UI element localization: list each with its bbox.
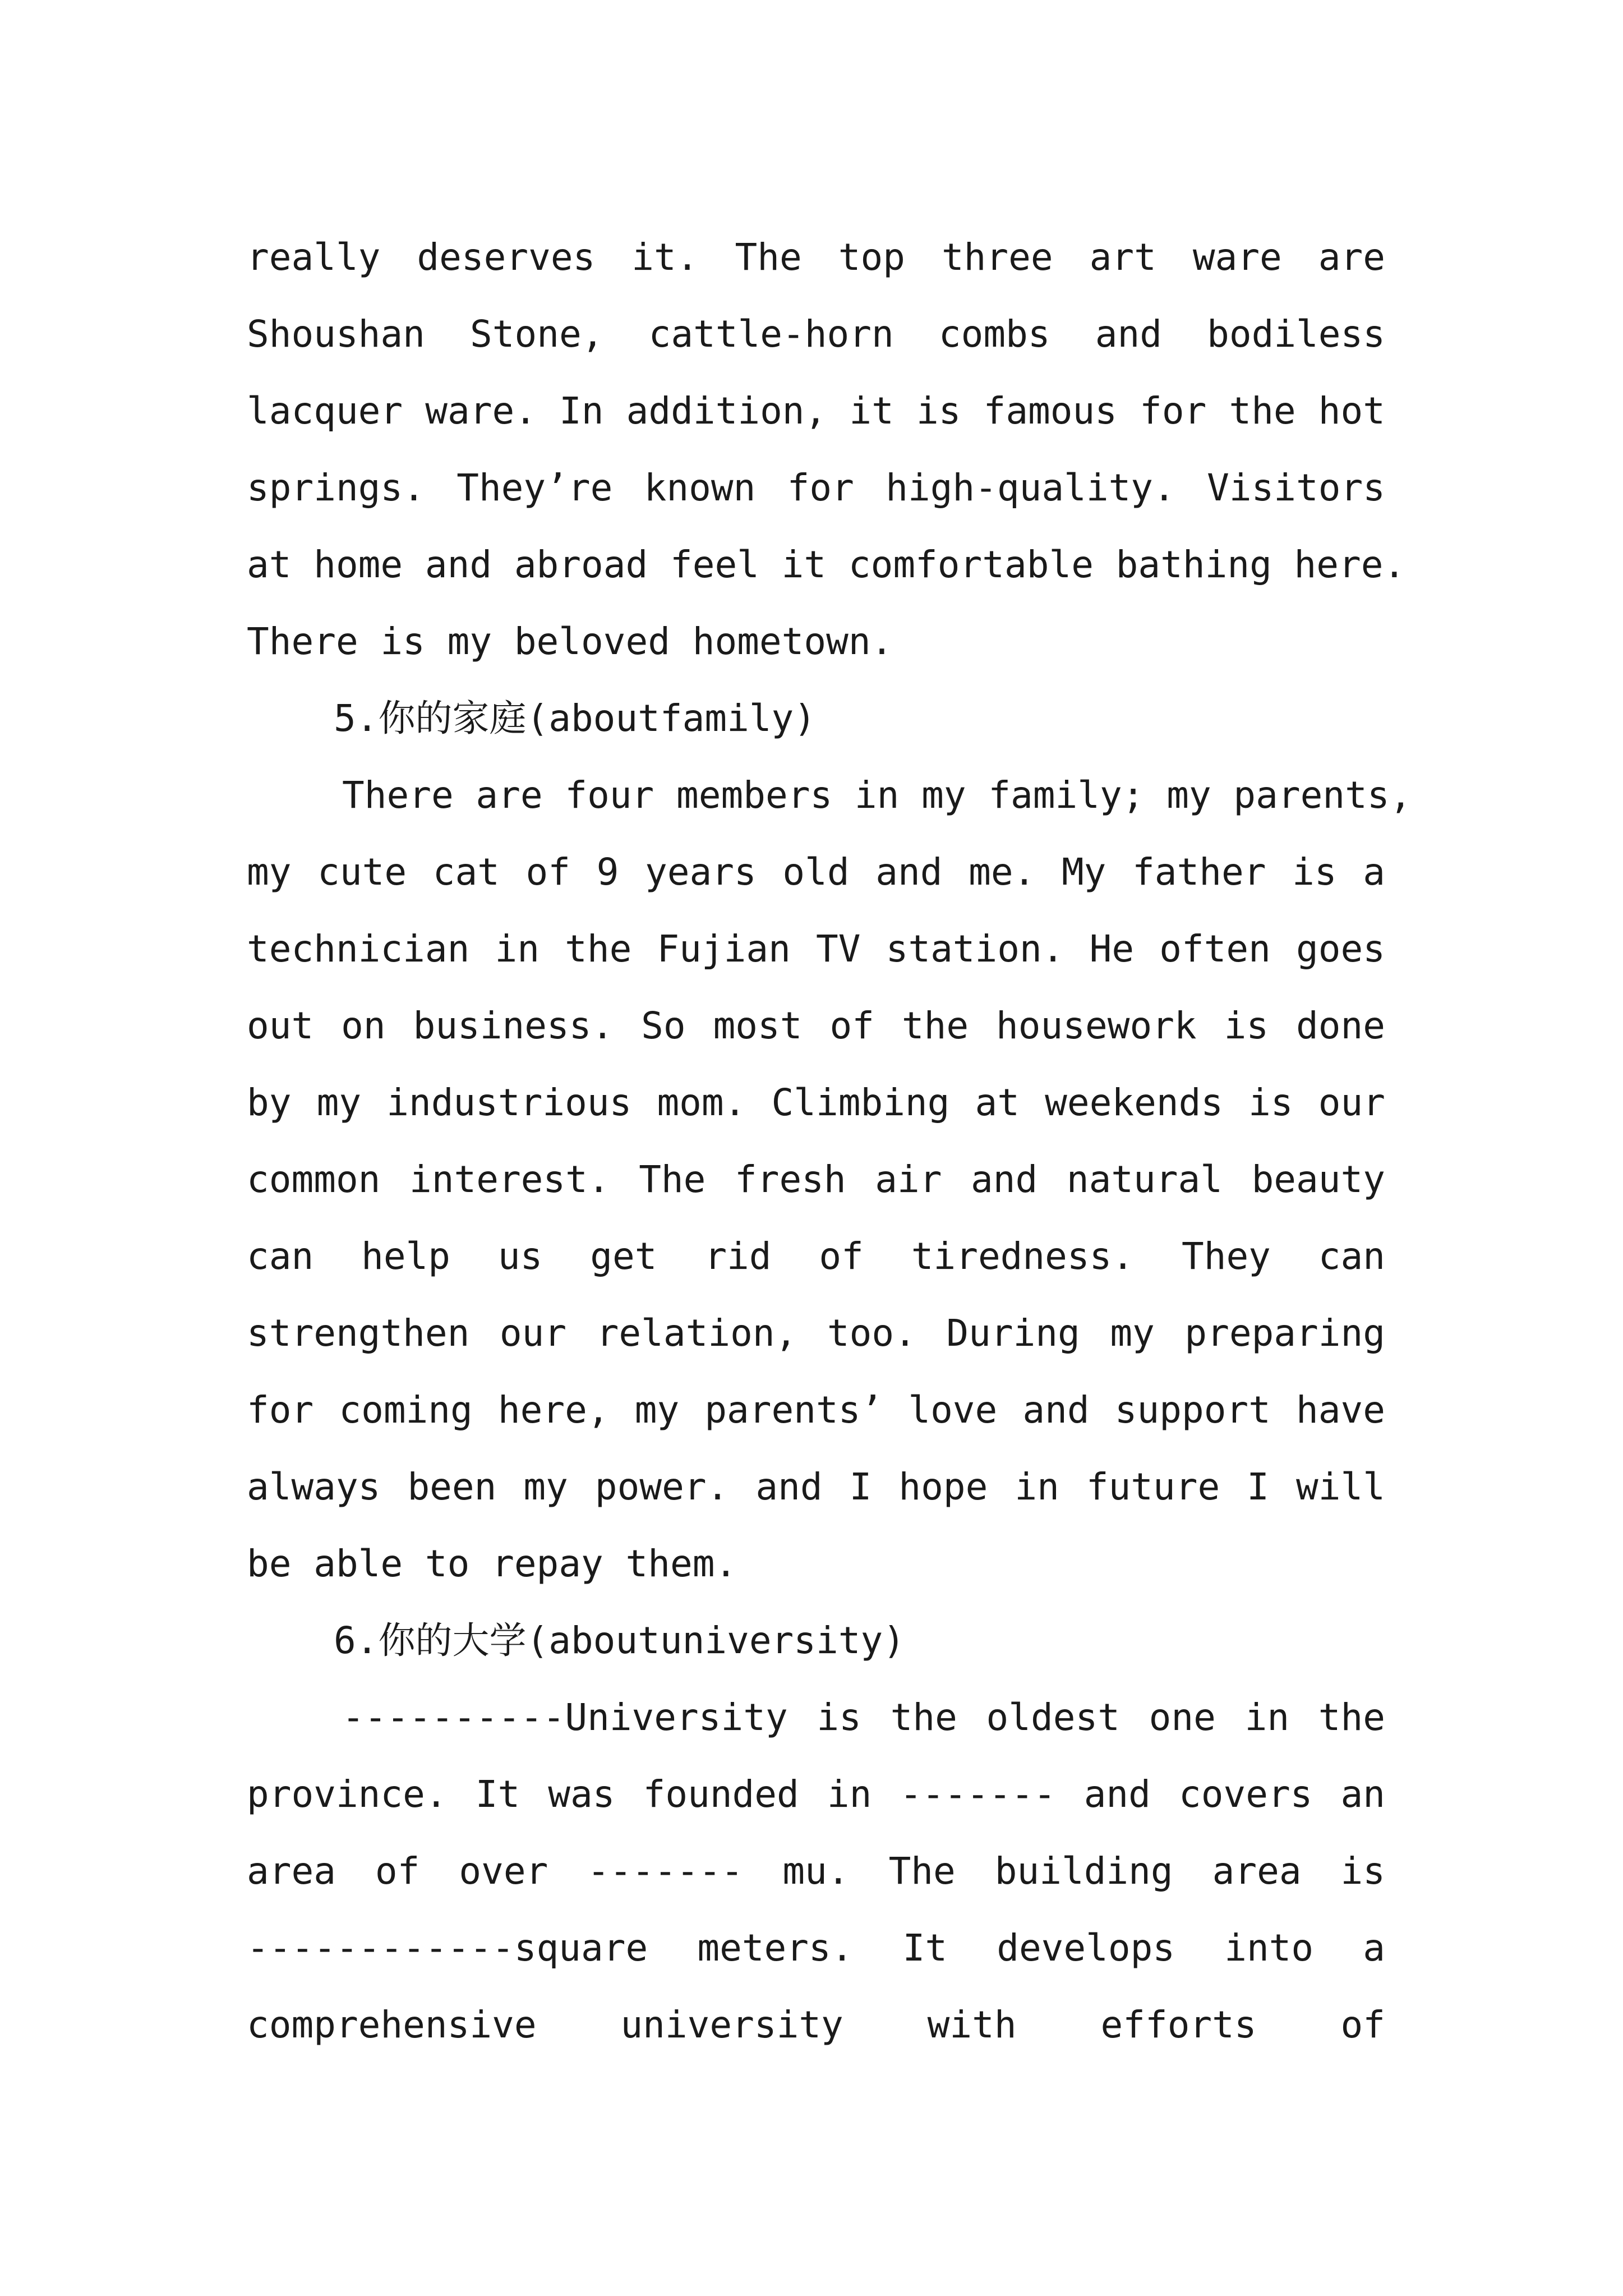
text-line: strengthen our relation, too. During my preparing (247, 1312, 1385, 1355)
text-line: area of over ------- mu. The building area is (247, 1849, 1385, 1893)
text-line: out on business. So most of the housework is done (247, 1004, 1385, 1047)
text-line: ------------square meters. It develops into a (247, 1926, 1385, 1970)
section-heading-family: 5.你的家庭(aboutfamily) (334, 697, 817, 740)
text-line: There are four members in my family; my parents, (342, 774, 1412, 817)
text-line: be able to repay them. (247, 1542, 737, 1585)
text-line: Shoushan Stone, cattle-horn combs and bodiless (247, 312, 1385, 356)
text-line: my cute cat of 9 years old and me. My father is a (247, 850, 1385, 894)
text-line: common interest. The fresh air and natural beauty (247, 1158, 1385, 1201)
text-line: lacquer ware. In addition, it is famous for the hot (247, 389, 1385, 432)
section-heading-university: 6.你的大学(aboutuniversity) (334, 1619, 905, 1662)
text-line: comprehensive university with efforts of (247, 2003, 1385, 2046)
text-line: ----------University is the oldest one in the (342, 1696, 1385, 1739)
text-line: province. It was founded in ------- and covers an (247, 1773, 1385, 1816)
text-line: technician in the Fujian TV station. He often goes (247, 927, 1385, 970)
text-line: always been my power. and I hope in future I will (247, 1465, 1385, 1508)
text-line: for coming here, my parents’ love and support have (247, 1388, 1385, 1432)
text-line: by my industrious mom. Climbing at weekends is our (247, 1081, 1385, 1124)
text-line: There is my beloved hometown. (247, 620, 893, 663)
text-line: at home and abroad feel it comfortable bathing here. (247, 543, 1406, 586)
text-line: springs. They’re known for high-quality. Visitors (247, 466, 1385, 509)
text-line: really deserves it. The top three art ware are (247, 236, 1385, 279)
document-page (247, 219, 1412, 2063)
text-line: can help us get rid of tiredness. They can (247, 1235, 1385, 1278)
